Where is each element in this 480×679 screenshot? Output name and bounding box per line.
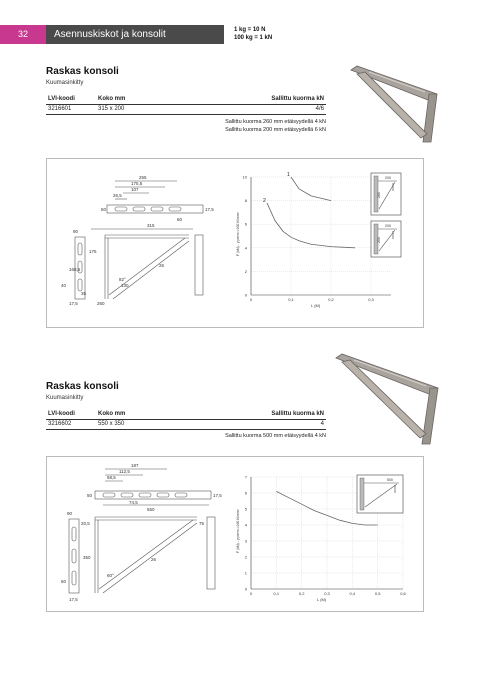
svg-text:74,5: 74,5 bbox=[129, 500, 138, 505]
table-header bbox=[46, 95, 326, 105]
inset-dimension-label: 200 bbox=[377, 237, 381, 243]
load-note-1: Sallittu kuorma 260 mm etäisyydellä 4 kN bbox=[225, 119, 326, 125]
product-1-notes bbox=[225, 118, 326, 134]
x-axis-label: L (M) bbox=[311, 303, 321, 308]
inset-dimension-label: 260 bbox=[377, 192, 381, 198]
load-note-1: Sallittu kuorma 500 mm etäisyydellä 4 kN bbox=[225, 433, 326, 439]
product-2-load-chart bbox=[237, 471, 419, 607]
svg-text:255: 255 bbox=[139, 175, 147, 180]
svg-text:26,5: 26,5 bbox=[113, 193, 122, 198]
svg-text:75: 75 bbox=[199, 521, 205, 526]
series-line bbox=[267, 203, 355, 248]
svg-text:17,5: 17,5 bbox=[213, 493, 222, 498]
y-axis-label: F (kN) - γ perm.=160 N/mm² bbox=[236, 509, 240, 553]
cell-size: 315 x 200 bbox=[98, 106, 125, 112]
y-tick-label: 2 bbox=[244, 554, 247, 560]
inset-dimension-label: 500 bbox=[387, 478, 393, 482]
product-2-figure bbox=[46, 456, 424, 612]
y-tick-label: 4 bbox=[244, 522, 247, 528]
col-lvi-code: LVI-koodi bbox=[48, 96, 75, 102]
y-tick-label: 7 bbox=[244, 474, 247, 480]
product-1-load-chart bbox=[237, 171, 419, 321]
product-2-notes bbox=[225, 432, 326, 440]
x-tick-label: 0,3 bbox=[368, 297, 374, 302]
product-2-chart-plot bbox=[236, 475, 407, 603]
col-size: Koko mm bbox=[98, 411, 126, 417]
series-line bbox=[291, 177, 331, 201]
svg-text:35: 35 bbox=[81, 291, 87, 296]
svg-text:17,5: 17,5 bbox=[69, 301, 78, 306]
svg-text:90: 90 bbox=[67, 511, 73, 516]
svg-text:60°: 60° bbox=[107, 573, 114, 578]
svg-text:175: 175 bbox=[89, 249, 97, 254]
unit-conversion bbox=[234, 26, 272, 42]
y-tick-label: 5 bbox=[244, 506, 247, 512]
svg-text:175,5: 175,5 bbox=[131, 181, 143, 186]
x-tick-label: 0,2 bbox=[328, 297, 334, 302]
table-row bbox=[46, 420, 326, 430]
svg-text:58,5: 58,5 bbox=[107, 475, 116, 480]
product-1-table bbox=[46, 95, 326, 115]
table-header bbox=[46, 410, 326, 420]
x-tick-label: 0,4 bbox=[349, 591, 356, 596]
y-tick-label: 0 bbox=[244, 292, 247, 298]
svg-text:50: 50 bbox=[87, 493, 93, 498]
product-2-photo bbox=[330, 350, 442, 446]
svg-text:168,5: 168,5 bbox=[69, 267, 81, 272]
cell-load: 4/6 bbox=[315, 106, 324, 112]
inset-dimension-label: 200 bbox=[385, 224, 391, 228]
product-1-chart-plot bbox=[236, 172, 401, 308]
x-tick-label: 0,5 bbox=[374, 591, 381, 596]
conversion-line-2: 100 kg = 1 kN bbox=[234, 35, 273, 41]
svg-text:40: 40 bbox=[61, 283, 67, 288]
x-axis-label: L (M) bbox=[317, 597, 327, 602]
product-2-table bbox=[46, 410, 326, 430]
y-tick-label: 8 bbox=[244, 198, 247, 204]
cell-load: 4 bbox=[320, 421, 324, 427]
svg-text:350: 350 bbox=[83, 555, 91, 560]
col-load: Sallittu kuorma kN bbox=[271, 411, 324, 417]
y-tick-label: 6 bbox=[244, 490, 247, 496]
svg-text:187: 187 bbox=[131, 463, 139, 468]
svg-text:20,5: 20,5 bbox=[81, 521, 90, 526]
product-2-title: Raskas konsoli bbox=[46, 381, 119, 392]
x-tick-label: 0 bbox=[249, 297, 253, 302]
cell-lvi-code: 3216602 bbox=[48, 421, 72, 427]
inset-dimension-label: 200 bbox=[385, 176, 391, 180]
cell-size: 550 x 350 bbox=[98, 421, 125, 427]
x-tick-label: 0,2 bbox=[298, 591, 305, 596]
svg-text:82°: 82° bbox=[119, 277, 126, 282]
y-tick-label: 0 bbox=[244, 586, 247, 592]
col-size: Koko mm bbox=[98, 96, 126, 102]
x-tick-label: 0 bbox=[249, 591, 253, 596]
load-note-2: Sallittu kuorma 200 mm etäisyydellä 6 kN bbox=[225, 127, 326, 133]
svg-text:50: 50 bbox=[101, 207, 107, 212]
inset-diagram bbox=[357, 475, 403, 513]
svg-text:130: 130 bbox=[121, 283, 129, 288]
svg-text:60: 60 bbox=[177, 217, 183, 222]
inset-wall bbox=[360, 478, 364, 510]
y-tick-label: 4 bbox=[244, 245, 247, 251]
svg-text:17,5: 17,5 bbox=[69, 597, 78, 602]
series-label: 1 bbox=[287, 172, 290, 178]
y-tick-label: 1 bbox=[244, 570, 247, 576]
cell-lvi-code: 3216601 bbox=[48, 106, 72, 112]
y-tick-label: 3 bbox=[244, 538, 247, 544]
y-axis-label: F (kN) - γ perm.=160 N/mm² bbox=[236, 212, 240, 256]
x-tick-label: 0,3 bbox=[324, 591, 330, 596]
product-2-subtitle: Kuumasinkitty bbox=[46, 395, 84, 401]
svg-text:26: 26 bbox=[151, 557, 157, 562]
product-1-figure bbox=[46, 158, 424, 328]
x-tick-label: 0,6 bbox=[400, 591, 406, 596]
section-title: Asennuskiskot ja konsolit bbox=[46, 25, 224, 44]
svg-text:17,5: 17,5 bbox=[205, 207, 214, 212]
svg-text:26: 26 bbox=[159, 263, 165, 268]
y-tick-label: 2 bbox=[244, 268, 247, 274]
svg-text:60: 60 bbox=[61, 579, 67, 584]
svg-text:260: 260 bbox=[97, 301, 105, 306]
col-load: Sallittu kuorma kN bbox=[271, 96, 324, 102]
table-row bbox=[46, 105, 326, 115]
page-number: 32 bbox=[0, 25, 46, 44]
svg-text:550: 550 bbox=[147, 507, 155, 512]
svg-text:107: 107 bbox=[131, 187, 139, 192]
svg-text:112,5: 112,5 bbox=[119, 469, 130, 474]
inset-diagram bbox=[371, 173, 401, 215]
y-tick-label: 6 bbox=[244, 221, 247, 227]
x-tick-label: 0,1 bbox=[288, 297, 294, 302]
svg-text:90: 90 bbox=[73, 229, 79, 234]
series-label: 2 bbox=[263, 197, 266, 204]
x-tick-label: 0,1 bbox=[273, 591, 280, 596]
conversion-line-1: 1 kg = 10 N bbox=[234, 27, 266, 33]
col-lvi-code: LVI-koodi bbox=[48, 411, 75, 417]
y-tick-label: 10 bbox=[242, 174, 247, 180]
product-1-title: Raskas konsoli bbox=[46, 66, 119, 77]
product-1-photo bbox=[345, 62, 441, 144]
inset-diagram bbox=[371, 221, 401, 257]
svg-text:315: 315 bbox=[147, 223, 155, 228]
product-1-subtitle: Kuumasinkitty bbox=[46, 80, 84, 86]
